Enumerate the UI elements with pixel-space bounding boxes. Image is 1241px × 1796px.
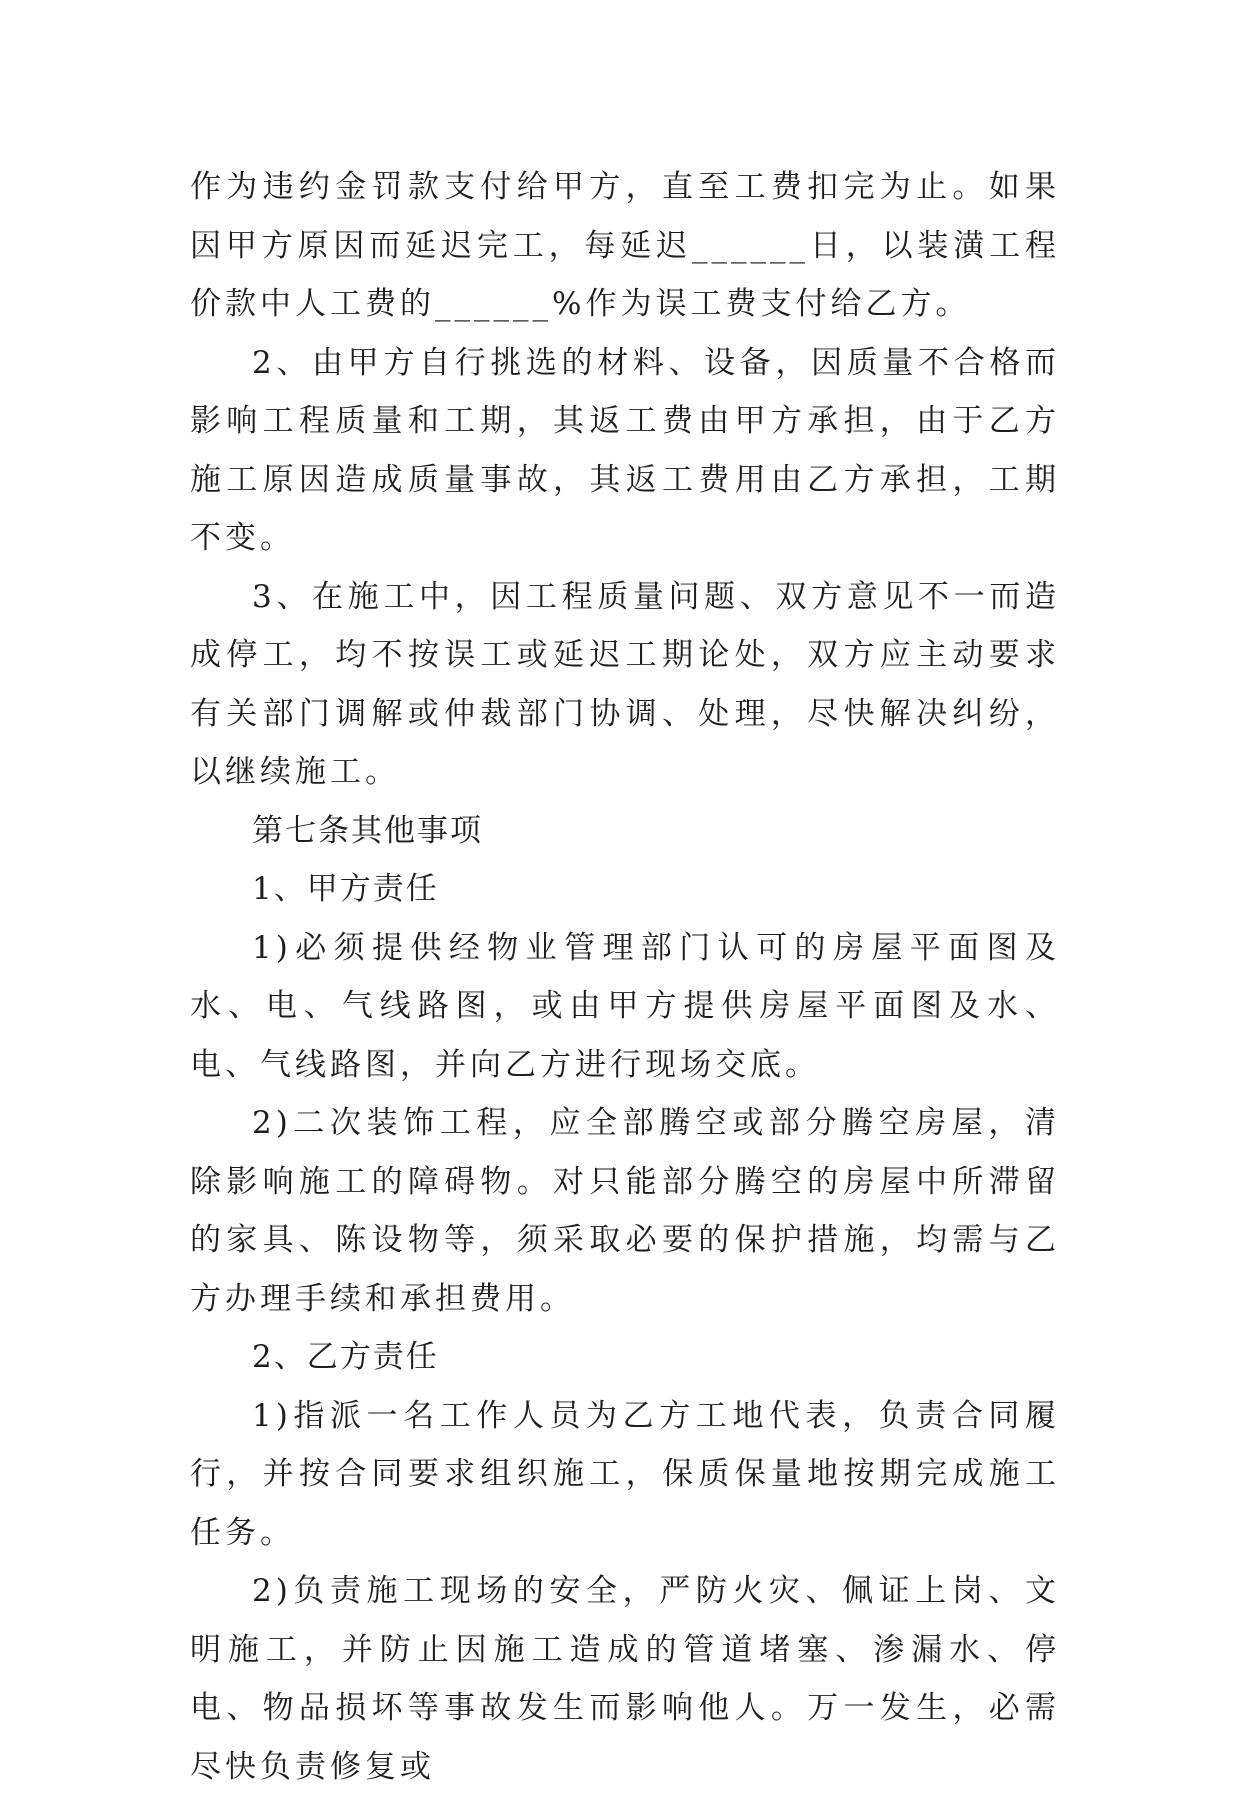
paragraph-party-b-item-2: 2)负责施工现场的安全，严防火灾、佩证上岗、文明施工，并防止因施工造成的管道堵塞、渗漏水、停电、物品损坏等事故发生而影响他人。万一发生，必需尽快负责修复或: [190, 1573, 1060, 1785]
subheading-party-b-duties: 2、乙方责任: [252, 1339, 439, 1375]
paragraph-party-b-item-1: 1)指派一名工作人员为乙方工地代表，负责合同履行，并按合同要求组织施工，保质保量地按期完成施工任务。: [190, 1397, 1060, 1551]
section-heading-article-7: 第七条其他事项: [252, 812, 483, 849]
paragraph-party-a-item-2: 2)二次装饰工程，应全部腾空或部分腾空房屋，清除影响施工的障碍物。对只能部分腾空的房屋中所滞留的家具、陈设物等，须采取必要的保护措施，均需与乙方办理手续和承担费用。: [190, 1105, 1060, 1317]
paragraph-party-a-item-1: 1)必须提供经物业管理部门认可的房屋平面图及水、电、气线路图，或由甲方提供房屋平面图及水、电、气线路图，并向乙方进行现场交底。: [190, 929, 1060, 1083]
paragraph-clause-3-dispute: 3、在施工中，因工程质量问题、双方意见不一而造成停工，均不按误工或延迟工期论处，双方应主动要求有关部门调解或仲裁部门协调、处理，尽快解决纠纷，以继续施工。: [190, 578, 1060, 790]
paragraph-penalty-continuation: 作为违约金罚款支付给甲方，直至工费扣完为止。如果因甲方原因而延迟完工，每延迟______日，以装潢工程价款中人工费的______%作为误工费支付给乙方。: [190, 169, 1060, 322]
document-body: [190, 158, 1060, 1796]
subheading-party-a-duties: 1、甲方责任: [252, 871, 439, 907]
paragraph-clause-2-materials: 2、由甲方自行挑选的材料、设备，因质量不合格而影响工程质量和工期，其返工费由甲方承担，由于乙方施工原因造成质量事故，其返工费用由乙方承担，工期不变。: [190, 344, 1060, 556]
